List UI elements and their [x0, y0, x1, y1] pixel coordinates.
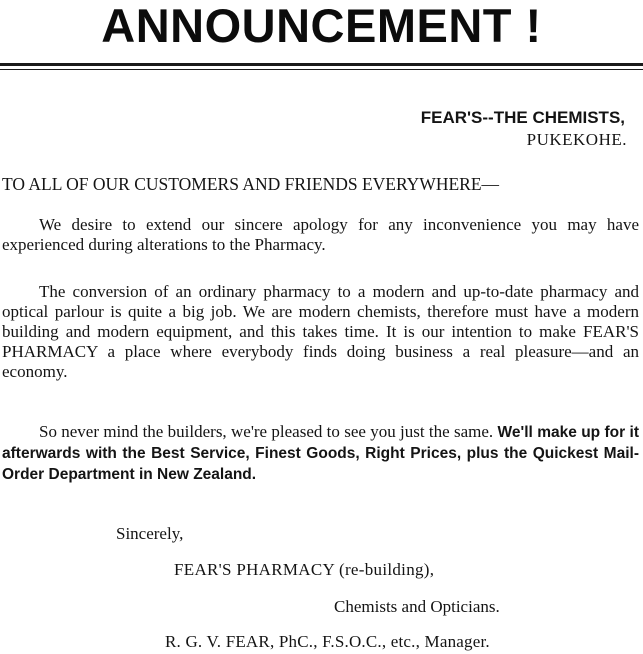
headline-rule-thin	[0, 69, 643, 70]
paragraph-conversion	[2, 282, 639, 382]
salutation: TO ALL OF OUR CUSTOMERS AND FRIENDS EVERYWHERE—	[2, 174, 500, 194]
sender-town: PUKEKOHE.	[526, 130, 627, 149]
paragraph-builders	[2, 422, 639, 485]
headline-rule	[0, 63, 643, 66]
sender-name: FEAR'S--THE CHEMISTS,	[420, 108, 625, 127]
paragraph-builders-emphasis: We'll make up for it afterwards with the Best Service, Finest Goods, Right Prices, plus the Quickest Mail-Order Department in New Zealand.	[2, 424, 640, 483]
paragraph-apology-text: We desire to extend our sincere apology for any inconvenience you may have experienced during alterations to the Pharmacy.	[2, 215, 639, 254]
paragraph-builders-text: So never mind the builders, we're pleased to see you just the same.	[39, 422, 494, 441]
paragraph-conversion-text: The conversion of an ordinary pharmacy to a modern and up-to-date pharmacy and optical parlour is quite a big job. We are modern chemists, therefore must have a modern building and modern equipment, and this takes time. It is our intention to make FEAR'S PHARMACY a place where everybody finds doing business a real pleasure—and an economy.	[2, 282, 639, 381]
headline: ANNOUNCEMENT !	[101, 0, 542, 52]
closing-manager: R. G. V. FEAR, PhC., F.S.O.C., etc., Manager.	[165, 632, 490, 651]
closing-business: FEAR'S PHARMACY (re-building),	[174, 560, 435, 579]
closing-role: Chemists and Opticians.	[334, 597, 500, 616]
paragraph-apology	[2, 215, 639, 255]
closing-valediction: Sincerely,	[116, 524, 184, 543]
